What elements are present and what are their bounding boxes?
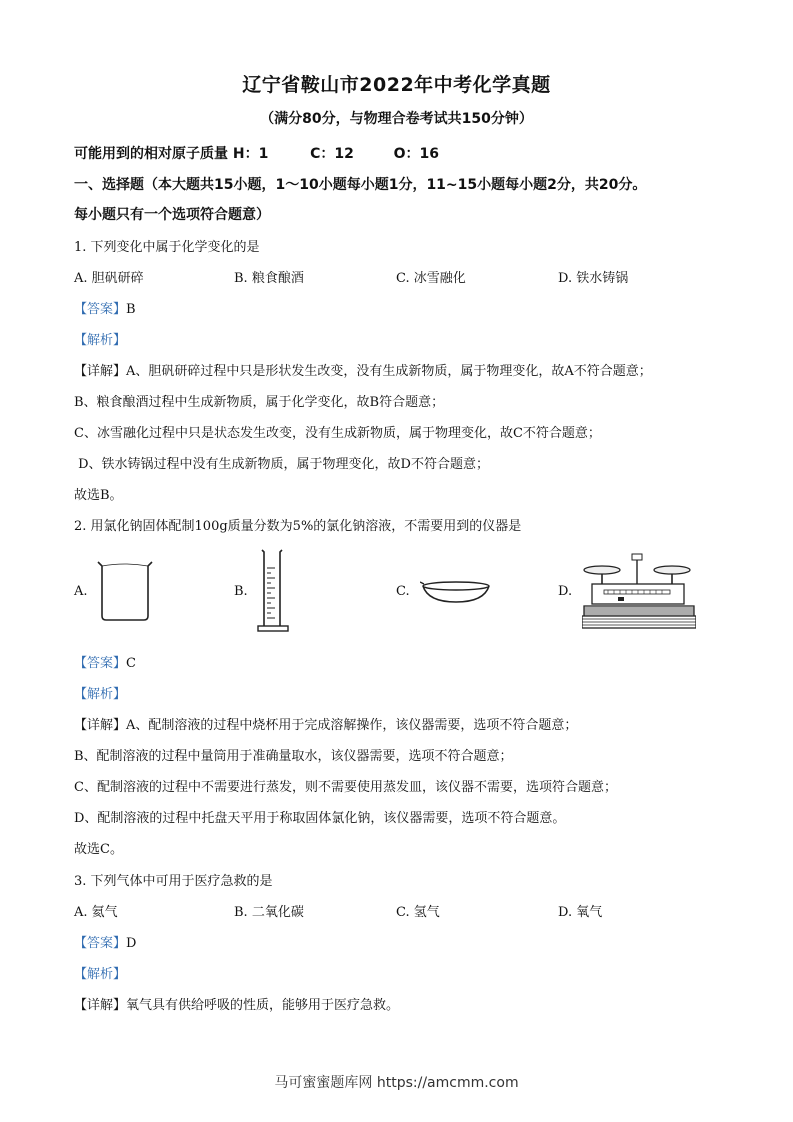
q1-answer: [74, 298, 136, 317]
answer-tag: 【答案】: [74, 302, 127, 317]
q3-option-b: B. 二氧化碳: [234, 905, 304, 920]
q1-answer-value: B: [126, 302, 136, 317]
section-heading-line1: 一、选择题（本大题共15小题，1～10小题每小题1分，11~15小题每小题2分，共20分。: [74, 177, 647, 193]
q3-detail: 氧气具有供给呼吸的性质，能够用于医疗急救。: [126, 998, 400, 1013]
detail-tag: 【详解】: [74, 998, 127, 1013]
q2-answer-value: C: [126, 656, 136, 671]
q3-analysis-tag: 【解析】: [74, 967, 127, 982]
q1-option-a: A. 胆矾研碎: [74, 271, 144, 286]
q3-answer: [74, 932, 136, 951]
q3-answer-value: D: [126, 936, 137, 951]
atomic-mass-h: 可能用到的相对原子质量 H：1: [74, 146, 269, 162]
q1-option-c: C. 冰雪融化: [396, 271, 466, 286]
graduated-cylinder-icon: [254, 546, 294, 640]
q2-option-c: C.: [396, 584, 410, 599]
answer-tag: 【答案】: [74, 656, 127, 671]
footer-watermark: 马可蜜蜜题库网 https://amcmm.com: [274, 1075, 519, 1091]
q2-analysis-tag: 【解析】: [74, 687, 127, 702]
atomic-mass-c: C：12: [310, 146, 354, 162]
page-title: 辽宁省鞍山市2022年中考化学真题: [242, 74, 551, 96]
detail-tag: 【详解】: [74, 718, 127, 733]
q2-detail-c: C、配制溶液的过程中不需要进行蒸发，则不需要使用蒸发皿，该仪器不需要，选项符合题意；: [74, 780, 617, 795]
q1-detail-c: C、冰雪融化过程中只是状态发生改变，没有生成新物质，属于物理变化，故C不符合题意；: [74, 426, 601, 441]
q2-option-b: B.: [234, 584, 248, 599]
evaporating-dish-icon: [420, 578, 492, 610]
q2-stem: 2. 用氯化钠固体配制100g质量分数为5%的氯化钠溶液，不需要用到的仪器是: [74, 519, 522, 534]
q2-conclusion: 故选C。: [74, 842, 123, 857]
q1-stem: 1. 下列变化中属于化学变化的是: [74, 240, 260, 255]
q2-option-a: A.: [74, 584, 88, 599]
q1-analysis-tag: 【解析】: [74, 333, 127, 348]
detail-tag: 【详解】: [74, 364, 127, 379]
q1-option-d: D. 铁水铸锅: [558, 271, 629, 286]
q3-option-d: D. 氧气: [558, 905, 603, 920]
beaker-icon: [94, 558, 156, 628]
q3-detail-line: [74, 994, 399, 1013]
balance-icon: [582, 550, 696, 636]
q1-detail-b: B、粮食酿酒过程中生成新物质，属于化学变化，故B符合题意；: [74, 395, 445, 410]
page-subtitle: （满分80分，与物理合卷考试共150分钟）: [260, 111, 533, 127]
q3-stem: 3. 下列气体中可用于医疗急救的是: [74, 874, 273, 889]
q1-conclusion: 故选B。: [74, 488, 123, 503]
q1-detail-d: D、铁水铸锅过程中没有生成新物质，属于物理变化，故D不符合题意；: [74, 457, 489, 472]
q3-option-a: A. 氦气: [74, 905, 118, 920]
q2-option-d: D.: [558, 584, 573, 599]
q2-detail-line: [74, 714, 577, 733]
q3-option-c: C. 氢气: [396, 905, 440, 920]
atomic-mass-o: O：16: [393, 146, 439, 162]
q2-detail-a: A、配制溶液的过程中烧杯用于完成溶解操作，该仪器需要，选项不符合题意；: [126, 718, 578, 733]
q1-detail-a: A、胆矾研碎过程中只是形状发生改变，没有生成新物质，属于物理变化，故A不符合题意；: [126, 364, 652, 379]
answer-tag: 【答案】: [74, 936, 127, 951]
q1-option-b: B. 粮食酿酒: [234, 271, 304, 286]
atomic-mass-line: [74, 143, 439, 163]
section-heading-line2: 每小题只有一个选项符合题意）: [74, 207, 270, 223]
q2-answer: [74, 652, 136, 671]
q2-detail-d: D、配制溶液的过程中托盘天平用于称取固体氯化钠，该仪器需要，选项不符合题意。: [74, 811, 566, 826]
q1-detail-line: [74, 360, 652, 379]
q2-detail-b: B、配制溶液的过程中量筒用于准确量取水，该仪器需要，选项不符合题意；: [74, 749, 513, 764]
